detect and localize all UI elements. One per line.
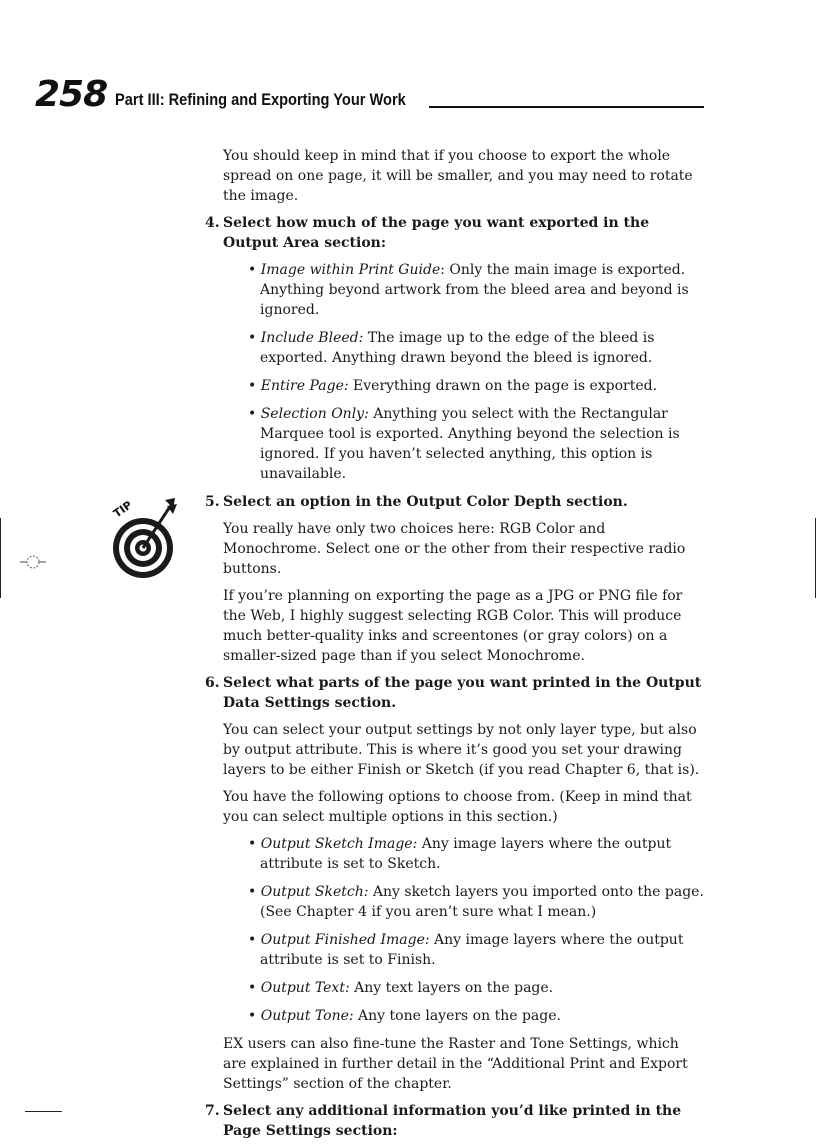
intro-paragraph: You should keep in mind that if you choose to export the whole spread on one page, it will be smaller, and you may need to rotate the image. [223,148,693,204]
list-item: • Image within Print Guide: Only the main image is exported. Anything beyond artwork from the bleed area and beyond is ignored. [248,262,689,318]
tip-target-icon [107,496,177,582]
registration-mark-icon [20,548,46,576]
body-paragraph: EX users can also fine-tune the Raster and Tone Settings, which are explained in further detail in the “Additional Print and Export Settings” section of the chapter. [223,1036,688,1092]
step-heading: Select what parts of the page you want printed in the Output Data Settings section. [223,675,702,711]
header-rule [429,106,704,108]
crop-line-left [0,518,1,598]
list-item: • Output Tone: Any tone layers on the page. [248,1008,561,1024]
step-7 [205,1101,705,1141]
tip-paragraph: If you’re planning on exporting the page as a JPG or PNG file for the Web, I highly suggest selecting RGB Color. This will produce much better-quality inks and screentones (or gray colors) on a smaller-sized page than if you select Monochrome. [223,588,683,664]
step-number: 7. [205,1103,220,1119]
step-4 [205,213,705,253]
list-item: • Include Bleed: The image up to the edge of the bleed is exported. Anything drawn beyond the bleed is ignored. [248,330,655,366]
list-item: • Output Text: Any text layers on the page. [248,980,554,996]
step-heading: Select an option in the Output Color Depth section. [223,494,628,510]
step-6 [205,673,705,713]
body-paragraph: You have the following options to choose from. (Keep in mind that you can select multiple options in this section.) [223,789,692,825]
step-5 [205,492,705,512]
list-item: • Entire Page: Everything drawn on the page is exported. [248,378,658,394]
tip-label: TIP [111,498,135,521]
running-head: Part III: Refining and Exporting Your Work [115,90,406,109]
step-number: 5. [205,494,220,510]
step-number: 6. [205,675,220,691]
list-item: • Output Finished Image: Any image layers where the output attribute is set to Finish. [248,932,684,968]
list-item: • Output Sketch Image: Any image layers where the output attribute is set to Sketch. [248,836,672,872]
step-number: 4. [205,215,220,231]
page-body [205,146,705,1148]
page-number: 258 [35,74,108,115]
body-paragraph: You can select your output settings by not only layer type, but also by output attribute. This is where it’s good you set your drawing layers to be either Finish or Sketch (if you read Chapter 6, that is). [223,722,700,778]
body-paragraph: You really have only two choices here: RGB Color and Monochrome. Select one or the other from their respective radio buttons. [223,521,686,577]
step-heading: Select any additional information you’d like printed in the Page Settings section: [223,1103,682,1139]
list-item: • Output Sketch: Any sketch layers you imported onto the page. (See Chapter 4 if you aren’t sure what I mean.) [248,884,704,920]
step-heading: Select how much of the page you want exported in the Output Area section: [223,215,650,251]
footer-rule [25,1111,62,1112]
list-item: • Selection Only: Anything you select with the Rectangular Marquee tool is exported. Anything beyond the selection is ignored. If you haven’t selected anything, this option is unavailable. [248,406,680,482]
